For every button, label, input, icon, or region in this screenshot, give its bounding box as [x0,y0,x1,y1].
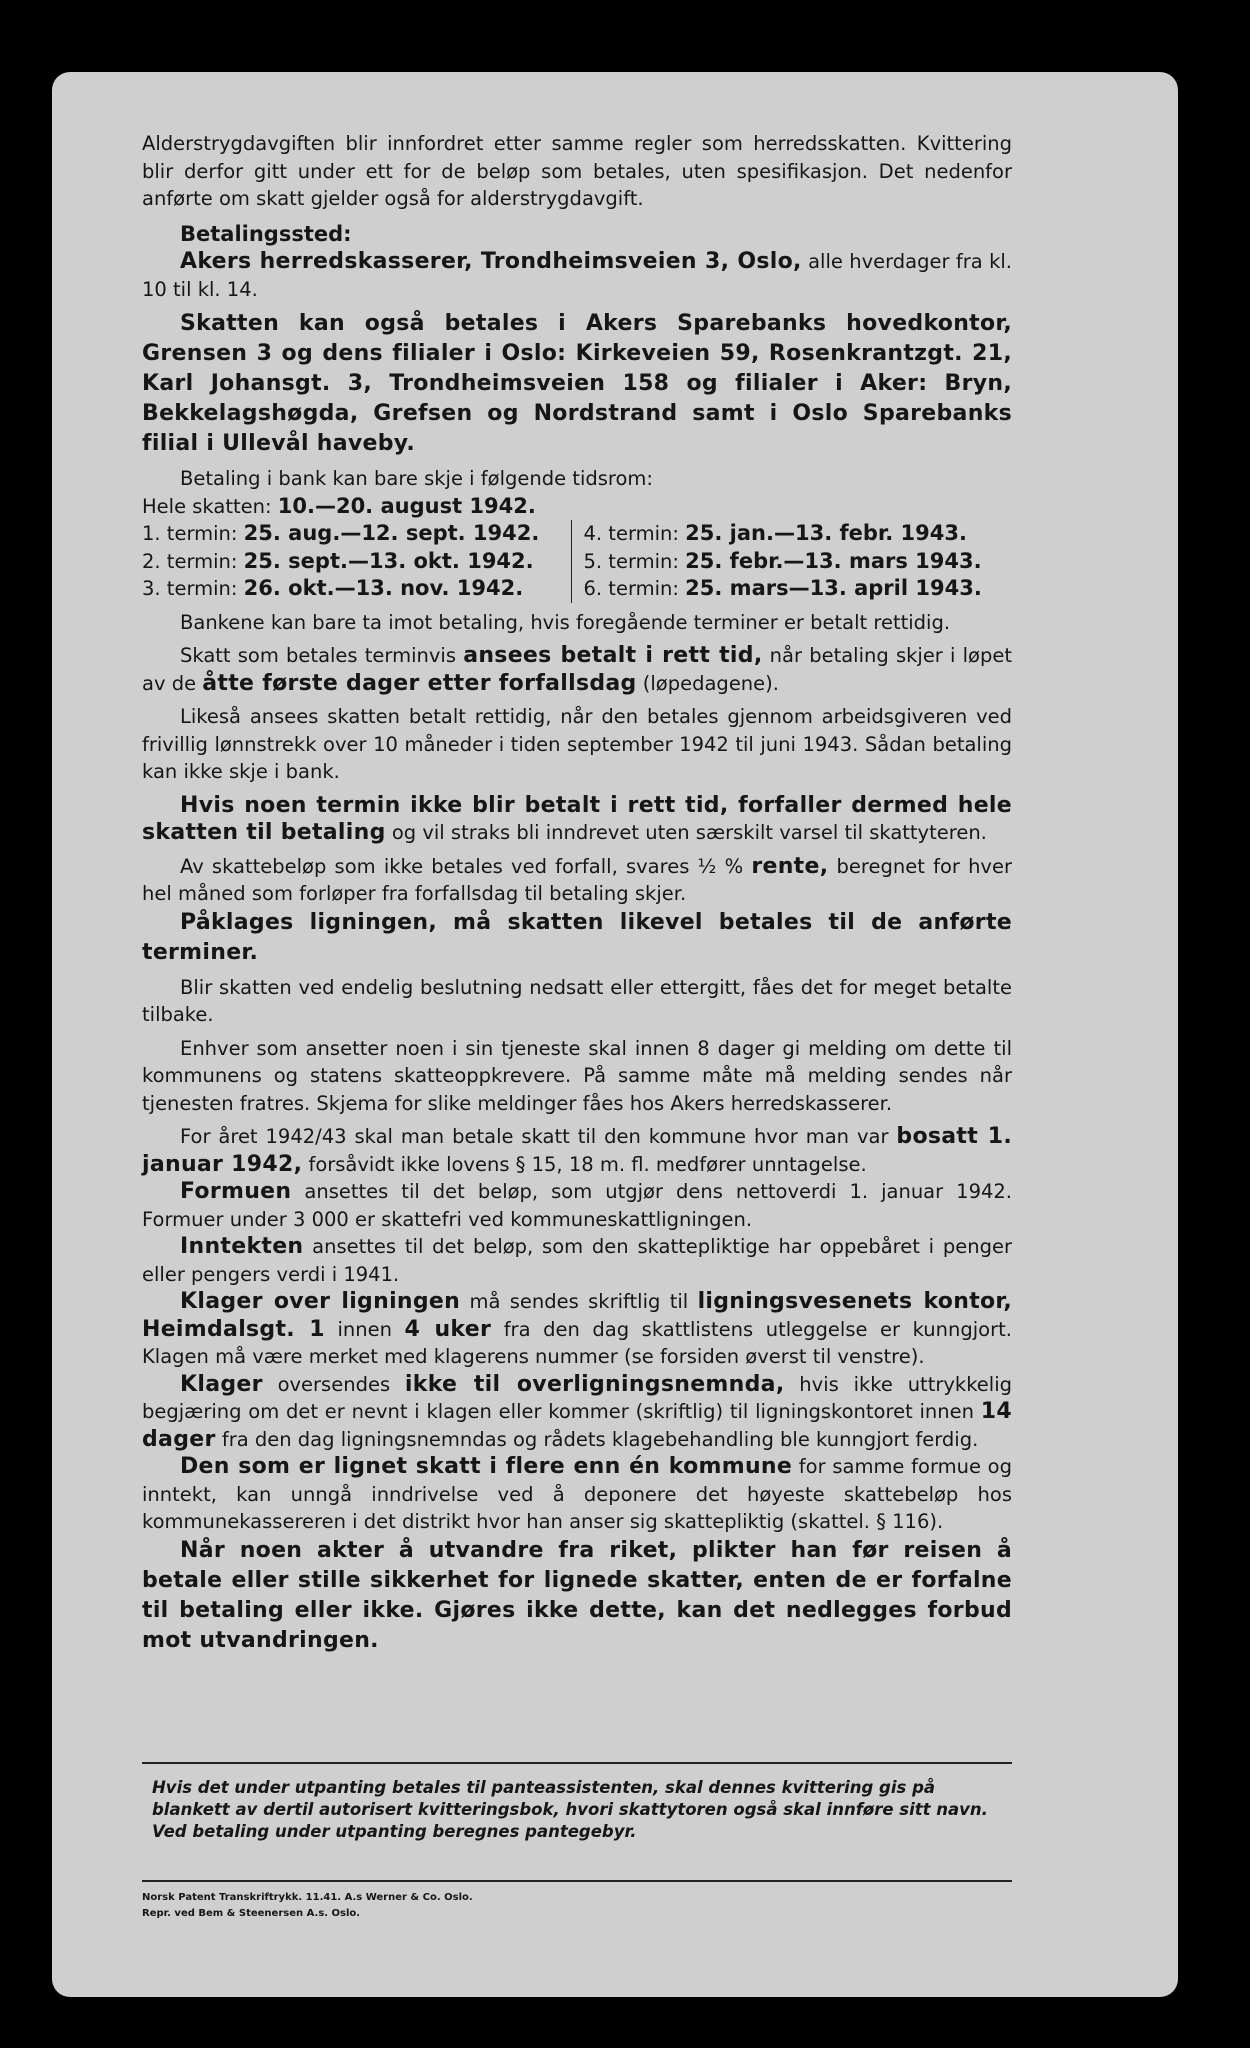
bank-intro: Betaling i bank kan bare skje i følgende tidsrom: [180,467,653,490]
klager-paragraph: Klager over ligningen må sendes skriftlig til ligningsvesenets kontor, Heimdalsgt. 1 innen 4 uker fra den dag skattlistens utleggelse er kunngjort. Klagen må være merket med klagerens nummer (se forsiden øverst til venstre). [142,1289,1012,1368]
likesaa-paragraph: Likeså ansees skatten betalt rettidig, når den betales gjennom arbeidsgiveren ved frivillig lønnstrekk over 10 måneder i tiden september 1942 til juni 1943. Sådan betaling kan ikke skje i bank. [142,705,1012,783]
divider-rule [142,1762,1012,1764]
termin-column-right [571,520,1013,603]
sparebank-paragraph: Skatten kan også betales i Akers Sparebanks hovedkontor, Grensen 3 og dens filialer i Oslo: Kirkeveien 59, Rosenkrantzgt. 21, Karl Johansgt. 3, Trondheimsveien 158 og filialer i Aker: Bryn, Bekkelagshøgda, Grefsen og Nordstrand samt i Oslo Sparebanks filial i Ullevål haveby. [142,311,1012,456]
hvis-paragraph: Hvis noen termin ikke blir betalt i rett tid, forfaller dermed hele skatten til betaling og vil straks bli inndrevet uten særskilt varsel til skattyteren. [142,792,1012,845]
bank-note: Bankene kan bare ta imot betaling, hvis foregående terminer er betalt rettidig. [180,610,951,634]
terminvis-paragraph: Skatt som betales terminvis ansees betalt i rett tid, når betaling skjer i løpet av de åtte første dager etter forfallsdag (løpedagene). [142,643,1013,696]
betalingssted-heading: Betalingssted: [180,221,352,246]
document-body [142,130,1012,1656]
aaret-paragraph: For året 1942/43 skal man betale skatt til den kommune hvor man var bosatt 1. januar 1942, forsåvidt ikke lovens § 15, 18 m. fl. medfører unntagelse. [142,1124,1012,1177]
betalingssted-paragraph: Akers herredskasserer, Trondheimsveien 3, Oslo, alle hverdager fra kl. 10 til kl. 14. [142,249,1012,301]
termin-row: 2. termin: 25. sept.—13. okt. 1942. [142,548,534,573]
termin-row: 1. termin: 25. aug.—12. sept. 1942. [142,521,540,545]
rente-paragraph: Av skattebeløp som ikke betales ved forfall, svares ½ % rente, beregnet for hver hel måned som forløper fra forfallsdag til betaling skjer. [142,853,1012,905]
utvandre-paragraph: Når noen akter å utvandre fra riket, plikter han før reisen å betale eller stille sikkerhet for lignede skatter, enten de er forfalne til betaling eller ikke. Gjøres ikke dette, kan det nedlegges forbud mot utvandringen. [142,1537,1012,1653]
termin-row: 4. termin: 25. jan.—13. febr. 1943. [583,521,967,545]
paaklages-paragraph: Påklages ligningen, må skatten likevel betales til de anførte terminer. [142,909,1012,965]
divider-rule [142,1880,1012,1882]
termin-row: 3. termin: 26. okt.—13. nov. 1942. [142,576,524,600]
termin-table [142,520,1012,603]
klager-oversendes-paragraph: Klager oversendes ikke til overligningsnemnda, hvis ikke uttrykkelig begjæring om det er nevnt i klagen eller kommer (skriftlig) til ligningskontoret innen 14 dager fra den dag ligningsnemndas og rådets klagebehandling ble kunngjort ferdig. [142,1371,1012,1452]
document-page [52,72,1178,1997]
termin-row: 6. termin: 25. mars—13. april 1943. [583,576,982,600]
hele-skatten-row: Hele skatten: 10.—20. august 1942. [142,493,536,518]
formuen-paragraph: Formuen ansettes til det beløp, som utgjør dens nettoverdi 1. januar 1942. Formuer under 3 000 er skattefri ved kommuneskattligningen. [142,1179,1012,1231]
flere-kommuner-paragraph: Den som er lignet skatt i flere enn én kommune for samme formue og inntekt, kan unngå inndrivelse ved å deponere det høyeste skattebeløp hos kommunekassereren i det distrikt hvor han anser sig skattepliktig (skattel. § 116). [142,1454,1012,1533]
enhver-paragraph: Enhver som ansetter noen i sin tjeneste skal innen 8 dager gi melding om dette til kommunens og statens skatteoppkrevere. På samme måte må melding sendes når tjenesten fratres. Skjema for slike meldinger fåes hos Akers herredskasserer. [142,1036,1012,1115]
termin-row: 5. termin: 25. febr.—13. mars 1943. [583,548,982,573]
printer-imprint: Norsk Patent Transkriftrykk. 11.41. A.s Werner & Co. Oslo. Repr. ved Bem & Steenersen A.s. Oslo. [142,1892,473,1919]
inntekten-paragraph: Inntekten ansettes til det beløp, som den skattepliktige har oppebåret i penger eller pengers verdi i 1941. [142,1234,1012,1286]
intro-paragraph: Alderstrygdavgiften blir innfordret etter samme regler som herredsskatten. Kvittering blir derfor gitt under ett for de beløp som betales, uten spesifikasjon. Det nedenfor anførte om skatt gjelder også for alderstrygdavgift. [142,132,1012,210]
utpanting-footnote: Hvis det under utpanting betales til panteassistenten, skal dennes kvittering gis på blankett av dertil autorisert kvitteringsbok, hvori skattytoren også skal innføre sitt navn. Ved betaling under utpanting beregnes pantegebyr. [152,1778,988,1841]
termin-column-left [142,520,571,603]
nedsatt-paragraph: Blir skatten ved endelig beslutning nedsatt eller ettergitt, fåes det for meget betalte tilbake. [142,975,1012,1026]
